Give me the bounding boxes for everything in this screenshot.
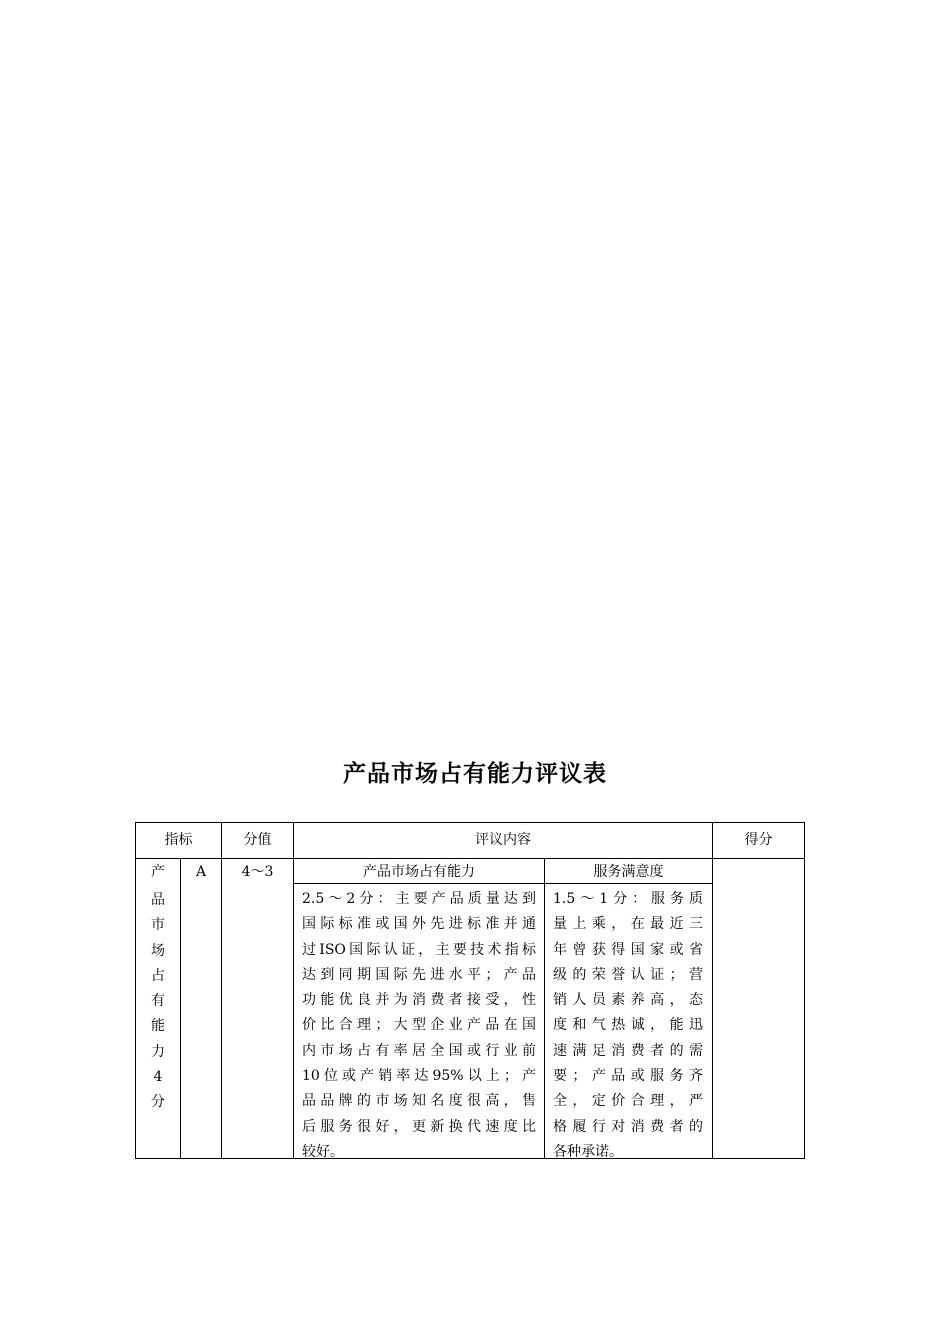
service-criteria-line: 全，定价合理，严 — [553, 1093, 703, 1110]
indicator-name-char: 有 — [151, 993, 165, 1010]
market-criteria-line: 较好。 — [302, 1143, 344, 1160]
service-criteria-line: 各种承诺。 — [553, 1143, 623, 1160]
service-criteria-line: 速满足消费者的需 — [553, 1042, 703, 1059]
page-title: 产品市场占有能力评议表 — [343, 761, 607, 787]
market-criteria-line: 2.5～2分：主要产品质量达到 — [302, 891, 536, 907]
service-criteria-line: 1.5～1分：服务质 — [553, 891, 703, 907]
indicator-inner-divider — [180, 858, 181, 1158]
service-criteria-line: 销人员素养高，态 — [553, 992, 703, 1009]
indicator-name-char: 能 — [151, 1018, 165, 1035]
indicator-name-char: 分 — [151, 1094, 165, 1111]
market-criteria-line: 达到同期国际先进水平；产品 — [302, 966, 536, 983]
indicator-name-char: 力 — [151, 1043, 165, 1060]
market-criteria-line: 国际标准或国外先进标准并通 — [302, 916, 536, 933]
market-criteria-line: 10位或产销率达95%以上；产 — [302, 1068, 536, 1085]
indicator-name-char: 市 — [151, 917, 165, 934]
market-criteria-line: 功能优良并为消费者接受，性 — [302, 992, 536, 1009]
service-criteria-line: 度和气热诚，能迅 — [553, 1017, 703, 1034]
grade-label: A — [195, 864, 207, 880]
indicator-name-char: 4 — [153, 1069, 163, 1086]
service-criteria-line: 格履行对消费者的 — [553, 1118, 703, 1135]
service-criteria-line: 要；产品或服务齐 — [553, 1068, 703, 1085]
subheader-market: 产品市场占有能力 — [363, 864, 475, 880]
market-criteria-text — [302, 887, 536, 1165]
header-content: 评议内容 — [475, 832, 531, 848]
content-inner-divider — [544, 858, 545, 1158]
header-divider — [136, 858, 804, 859]
market-criteria-line: 后服务很好，更新换代速度比 — [302, 1118, 536, 1135]
subheader-service: 服务满意度 — [593, 864, 664, 880]
market-criteria-line: 内市场占有率居全国或行业前 — [302, 1042, 536, 1059]
service-criteria-line: 级的荣誉认证；营 — [553, 966, 703, 983]
indicator-name-char: 占 — [151, 967, 165, 984]
evaluation-table — [135, 822, 805, 1159]
header-score-value: 分值 — [243, 832, 272, 848]
score-range: 4～3 — [241, 864, 274, 880]
market-criteria-line: 品品牌的市场知名度很高，售 — [302, 1093, 536, 1110]
service-criteria-line: 年曾获得国家或省 — [553, 941, 703, 958]
subheader-divider — [294, 883, 712, 884]
indicator-name-char: 场 — [151, 942, 165, 959]
indicator-first-char — [149, 863, 167, 881]
content-divider — [712, 823, 713, 1158]
indicator-name-text: 产 — [151, 864, 165, 880]
header-indicator: 指标 — [164, 832, 193, 848]
market-criteria-line: 价比合理；大型企业产品在国 — [302, 1017, 536, 1034]
indicator-name — [149, 888, 167, 1116]
service-criteria-line: 量上乘，在最近三 — [553, 916, 703, 933]
market-criteria-line: 过ISO国际认证，主要技术指标 — [302, 941, 536, 958]
indicator-name-char: 品 — [151, 892, 165, 908]
header-score: 得分 — [744, 832, 773, 848]
service-criteria-text — [553, 887, 703, 1165]
